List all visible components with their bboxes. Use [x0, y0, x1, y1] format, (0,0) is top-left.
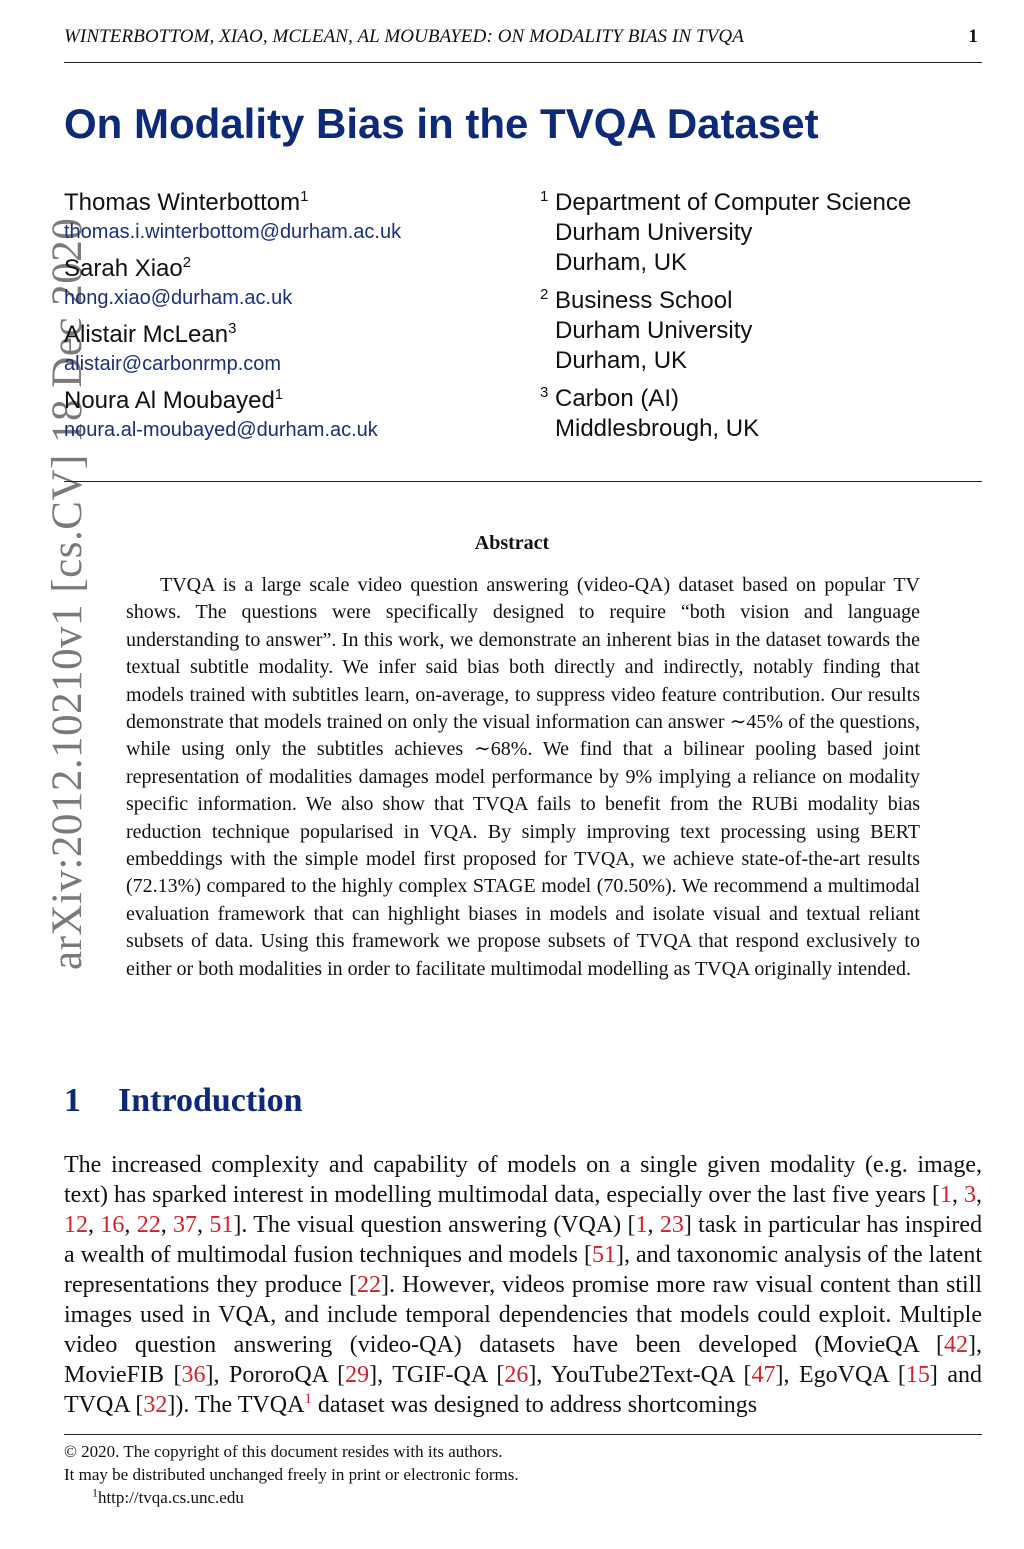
affiliation-list	[540, 188, 980, 452]
intro-text: ]. However, videos promise more raw visual content than still images used in VQA, and include temporal dependencies that models could exploit. Multiple video question answering (video-QA) datasets have been developed (MovieQA [	[64, 1272, 983, 1358]
footnote-number: 1	[92, 1485, 98, 1500]
title-block-rule	[64, 481, 982, 482]
author-name-text: Thomas Winterbottom	[64, 189, 301, 216]
running-header	[64, 26, 982, 54]
intro-text: dataset was designed to address shortcomings	[311, 1392, 758, 1418]
paper-title: On Modality Bias in the TVQA Dataset	[64, 100, 819, 147]
intro-text: ,	[124, 1212, 137, 1238]
intro-text: ], YouTube2Text-QA [	[528, 1362, 752, 1388]
author-name	[64, 254, 524, 284]
author-name-text: Noura Al Moubayed	[64, 387, 275, 414]
header-rule	[64, 62, 982, 63]
author-affiliation-mark: 3	[228, 321, 237, 337]
citation-link[interactable]: 16	[100, 1212, 125, 1238]
intro-text: ], and taxonomic analysis of the latent representations they produce [	[64, 1242, 982, 1298]
author-affiliation-mark: 1	[300, 189, 309, 205]
affiliation-entry	[540, 286, 980, 376]
author-entry	[64, 386, 524, 444]
citation-link[interactable]: 32	[143, 1392, 168, 1418]
author-entry	[64, 188, 524, 246]
author-name-text: Alistair McLean	[64, 321, 229, 348]
citation-link[interactable]: 22	[357, 1272, 382, 1298]
intro-text: ] and TVQA [	[64, 1362, 982, 1418]
citation-link[interactable]: 51	[209, 1212, 234, 1238]
citation-link[interactable]: 26	[504, 1362, 529, 1388]
intro-text: ,	[160, 1212, 174, 1238]
affiliation-line: Business School	[555, 287, 733, 314]
intro-text: ], EgoVQA [	[775, 1362, 906, 1388]
page-number: 1	[968, 26, 978, 47]
intro-text: ], MovieFIB [	[64, 1332, 982, 1388]
abstract-heading: Abstract	[474, 532, 550, 554]
intro-text: ,	[951, 1182, 964, 1208]
citation-link[interactable]: 29	[345, 1362, 370, 1388]
author-email[interactable]: thomas.i.winterbottom@durham.ac.uk	[64, 221, 402, 243]
running-header-text: WINTERBOTTOM, XIAO, MCLEAN, AL MOUBAYED: ON MODALITY BIAS IN TVQA	[64, 26, 744, 47]
author-name	[64, 386, 524, 416]
affiliation-line: Middlesbrough, UK	[555, 415, 760, 442]
affiliation-line: Carbon (AI)	[555, 385, 680, 412]
citation-link[interactable]: 12	[64, 1212, 88, 1238]
citation-link[interactable]: 15	[905, 1362, 930, 1388]
distribution-notice: It may be distributed unchanged freely in print or electronic forms.	[64, 1465, 519, 1484]
introduction-paragraph	[64, 1150, 982, 1420]
author-affiliation-mark: 1	[274, 387, 284, 403]
author-email[interactable]: hong.xiao@durham.ac.uk	[64, 287, 293, 309]
section-number: 1	[64, 1082, 81, 1119]
arxiv-stamp: arXiv:2012.10210v1 [cs.CV] 18 Dec 2020	[44, 217, 91, 970]
affiliation-line: Durham, UK	[555, 347, 688, 374]
citation-link[interactable]: 51	[592, 1242, 616, 1268]
citation-link[interactable]: 37	[173, 1212, 198, 1238]
abstract-text: TVQA is a large scale video question answering (video-QA) dataset based on popular TV shows. The questions were specifically designed to require “both vision and language understanding to answer”. In this work, we demonstrate an inherent bias in the dataset towards the textual subtitle modality. We infer said bias both directly and indirectly, notably finding that models trained with subtitles learn, on-average, to suppress video feature contribution. Our results demonstrate that models trained on only the visual information can answer ∼45% of the questions, while using only the subtitles achieves ∼68%. We find that a bilinear pooling based joint representation of modalities damages model performance by 9% implying a reliance on modality specific information. We also show that TVQA fails to benefit from the RUBi modality bias reduction technique popularised in VQA. By simply improving text processing using BERT embeddings with the simple model first proposed for TVQA, we achieve state-of-the-art results (72.13%) compared to the highly complex STAGE model (70.50%). We recommend a multimodal evaluation framework that can highlight biases in models and isolate visual and textual reliant subsets of data. Using this framework we propose subsets of TVQA that respond exclusively to either or both modalities in order to facilitate multimodal modelling as TVQA originally intended.	[126, 574, 920, 980]
affiliation-number: 1	[540, 188, 549, 205]
intro-text: ]. The visual question answering (VQA) [	[233, 1212, 636, 1238]
author-name	[64, 188, 524, 218]
intro-text: ] task in particular has inspired a wealth of multimodal fusion techniques and models [	[64, 1212, 983, 1268]
intro-text: ,	[88, 1212, 101, 1238]
citation-link[interactable]: 36	[181, 1362, 206, 1388]
affiliation-line: Durham University	[555, 219, 753, 246]
author-email[interactable]: alistair@carbonrmp.com	[64, 353, 282, 375]
section-heading	[64, 1082, 303, 1120]
copyright-notice: © 2020. The copyright of this document resides with its authors.	[64, 1442, 503, 1461]
intro-text: ,	[976, 1182, 982, 1208]
intro-text: The increased complexity and capability of models on a single given modality (e.g. image, text) has sparked interest in modelling multimodal data, especially over the last five years [	[64, 1152, 982, 1208]
citation-link[interactable]: 23	[659, 1212, 684, 1238]
footnote	[64, 1486, 982, 1509]
affiliation-line: Durham, UK	[555, 249, 688, 276]
citation-link[interactable]: 47	[751, 1362, 776, 1388]
citation-link[interactable]: 1	[635, 1212, 648, 1238]
affiliation-line: Department of Computer Science	[555, 189, 912, 216]
footnote-marker[interactable]: 1	[304, 1391, 312, 1407]
affiliation-entry	[540, 188, 980, 278]
citation-link[interactable]: 42	[944, 1332, 968, 1358]
intro-text: ]). The TVQA	[167, 1392, 305, 1418]
intro-text: ,	[647, 1212, 660, 1238]
footer-rule	[64, 1434, 982, 1435]
intro-text: ], PororoQA [	[205, 1362, 346, 1388]
intro-text: ,	[197, 1212, 210, 1238]
affiliation-entry	[540, 384, 980, 444]
author-entry	[64, 254, 524, 312]
citation-link[interactable]: 1	[939, 1182, 952, 1208]
citation-link[interactable]: 3	[964, 1182, 976, 1208]
section-title: Introduction	[118, 1082, 303, 1119]
affiliation-number: 3	[540, 384, 549, 401]
author-name-text: Sarah Xiao	[64, 255, 183, 282]
author-entry	[64, 320, 524, 378]
author-list	[64, 188, 524, 452]
page-footer	[64, 1440, 982, 1509]
intro-text: ], TGIF-QA [	[369, 1362, 505, 1388]
author-affiliation-mark: 2	[182, 255, 192, 271]
author-name	[64, 320, 524, 350]
author-email[interactable]: noura.al-moubayed@durham.ac.uk	[64, 419, 378, 441]
affiliation-number: 2	[540, 286, 549, 303]
affiliation-line: Durham University	[555, 317, 753, 344]
citation-link[interactable]: 22	[136, 1212, 161, 1238]
footnote-url[interactable]: http://tvqa.cs.unc.edu	[97, 1488, 244, 1507]
